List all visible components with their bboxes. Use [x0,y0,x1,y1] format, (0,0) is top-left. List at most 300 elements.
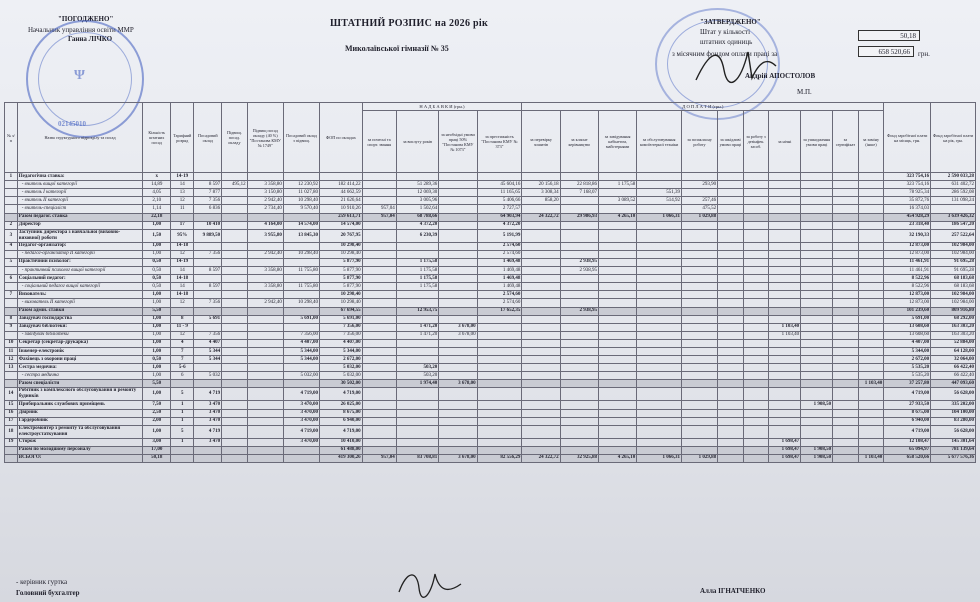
extra-d7-cell [743,364,769,372]
raise40-cell: 4 164,00 [247,221,283,229]
extra-d10-cell [833,213,859,221]
extra-cabinet-cell [598,299,636,307]
raise40-cell [247,242,283,250]
extra-afterschool-cell [681,409,717,417]
grade-cell: 1 [171,417,194,425]
row-number: 19 [5,438,18,446]
allowance-prestige-cell [477,173,522,181]
salary-cell: 7 356 [194,250,222,258]
extra-d7-cell [743,347,769,355]
extra-d6-cell [718,250,744,258]
allowance-conditions-cell [439,356,477,364]
col-header-d8: за нічні [769,111,801,173]
extra-computer-cell [637,372,682,380]
extra-d9-cell [801,388,833,401]
extra-afterschool-cell [681,339,717,347]
year-fund-cell: 2 590 033,28 [931,173,976,181]
grade-cell: 14 [171,181,194,189]
extra-d9-cell [801,291,833,299]
allowance-prestige-cell: 2 727,57 [477,205,522,213]
allowance-conditions-cell [439,242,477,250]
extra-notebooks-cell [522,250,560,258]
allowance-conditions-cell [439,173,477,181]
extra-afterschool-cell [681,356,717,364]
extra-d7-cell [743,331,769,339]
extra-notebooks-cell [522,242,560,250]
table-row [5,181,976,189]
fund-cell: 20 767,95 [320,229,363,242]
units-cell: 1,00 [143,250,171,258]
extra-notebooks-cell [522,173,560,181]
month-fund-cell: 32 190,33 [884,229,931,242]
salary-cell: 8 597 [194,181,222,189]
extra-d7-cell [743,275,769,283]
grade-cell: 12 [171,250,194,258]
extra-d10-cell [833,409,859,417]
allowance-seniority-cell: 503,20 [396,372,439,380]
extra-class-teacher-cell [560,173,598,181]
month-fund-cell: 4 719,00 [884,425,931,438]
extra-cabinet-cell [598,307,636,315]
extra-d11-cell [858,323,884,331]
extra-afterschool-cell [681,189,717,197]
allowance-conditions-cell [439,258,477,266]
extra-afterschool-cell [681,258,717,266]
extra-d7-cell [743,425,769,438]
extra-d7-cell [743,229,769,242]
extra-d10-cell [833,181,859,189]
extra-computer-cell [637,438,682,446]
extra-d6-cell [718,425,744,438]
extra-computer-cell [637,388,682,401]
position-name: Разом адмін. ставки [17,307,143,315]
allowance-seniority-cell [396,315,439,323]
approval-name-left: Ганна ЛІЧКО [68,35,113,43]
extra-d11-cell [858,417,884,425]
extra-d7-cell [743,221,769,229]
salary-cell: 7 356 [194,197,222,205]
extra-afterschool-cell [681,291,717,299]
raise-cell [222,299,248,307]
allowance-conditions-cell [439,267,477,275]
col-header-d1: за перевірку зошитів [522,111,560,173]
extra-d11-cell [858,372,884,380]
extra-notebooks-cell [522,372,560,380]
extra-afterschool-cell [681,307,717,315]
position-name: - вихователь II категорії [17,299,143,307]
month-fund-cell: 12 873,00 [884,250,931,258]
col-header-fund: ФОП по окладах [320,103,363,173]
extra-d7-cell [743,213,769,221]
extra-d10-cell [833,425,859,438]
allowance-prestige-cell: 5 191,99 [477,229,522,242]
year-fund-cell: 91 695,28 [931,267,976,275]
extra-d10-cell [833,307,859,315]
extra-cabinet-cell [598,258,636,266]
extra-d6-cell [718,221,744,229]
grade-cell: 6 [171,372,194,380]
fund-cell: 419 300,26 [320,454,363,462]
extra-d10-cell [833,315,859,323]
position-name: Разом по молодшому персоналу [17,446,143,454]
allowance-honor-cell [362,242,396,250]
extra-d9-cell [801,364,833,372]
row-number [5,446,18,454]
month-fund-cell: 37 257,80 [884,380,931,388]
extra-notebooks-cell [522,364,560,372]
extra-d9-cell [801,339,833,347]
allowance-conditions-cell [439,189,477,197]
extra-class-teacher-cell [560,275,598,283]
col-header-no: № з/п [5,103,18,173]
table-row [5,229,976,242]
extra-d6-cell [718,299,744,307]
extra-d8-cell [769,181,801,189]
extra-cabinet-cell [598,283,636,291]
extra-d11-cell [858,356,884,364]
salary-cell: 4 407 [194,339,222,347]
raise-cell [222,438,248,446]
extra-d6-cell [718,291,744,299]
year-fund-cell: 66 422,40 [931,364,976,372]
extra-computer-cell: 551,39 [637,189,682,197]
grade-cell: 7 [171,356,194,364]
units-cell: 1,14 [143,205,171,213]
raise-cell [222,315,248,323]
allowance-conditions-cell [439,205,477,213]
extra-d6-cell [718,401,744,409]
salary-cell: 8 597 [194,267,222,275]
units-cell: 1,00 [143,242,171,250]
position-name: - завідувач бібліотеки [17,331,143,339]
year-fund-cell: 102 984,00 [931,242,976,250]
allowance-conditions-cell [439,229,477,242]
units-cell: 1,50 [143,229,171,242]
raise40-cell [247,438,283,446]
month-fund-cell: 27 933,50 [884,401,931,409]
units-cell: 17,00 [143,446,171,454]
raise-cell [222,454,248,462]
units-cell: 0,50 [143,267,171,275]
extra-d11-cell [858,213,884,221]
salary-cell: 3 470 [194,417,222,425]
extra-d9-cell [801,229,833,242]
extra-notebooks-cell [522,347,560,355]
month-fund-cell: 16 374,03 [884,205,931,213]
row-number: 1 [5,173,18,181]
extra-notebooks-cell [522,446,560,454]
extra-d6-cell [718,339,744,347]
extra-d9-cell [801,213,833,221]
extra-d9-cell [801,258,833,266]
col-header-a2: за вислугу років [396,111,439,173]
col-header-d4: за обслуговування комп'ютерної техніки [637,111,682,173]
grade-cell: 4 [171,339,194,347]
extra-d11-cell [858,307,884,315]
salary-cell: 10 410 [194,221,222,229]
salary-raised-cell: 11 027,80 [283,189,319,197]
grade-cell: 14-18 [171,242,194,250]
extra-notebooks-cell [522,299,560,307]
year-fund-cell: 68 183,68 [931,283,976,291]
fund-cell: 44 662,59 [320,189,363,197]
extra-d6-cell [718,417,744,425]
allowance-prestige-cell: 1 469,48 [477,275,522,283]
grade-cell [171,454,194,462]
extra-cabinet-cell [598,189,636,197]
extra-computer-cell [637,364,682,372]
raise40-cell: 3 358,80 [247,181,283,189]
row-number: 13 [5,364,18,372]
allowance-conditions-cell [439,291,477,299]
extra-cabinet-cell: 4 265,10 [598,213,636,221]
extra-notebooks-cell [522,331,560,339]
raise-cell [222,307,248,315]
year-fund-cell: 68 183,68 [931,275,976,283]
grade-cell: 14-19 [171,258,194,266]
extra-d10-cell [833,446,859,454]
extra-d11-cell [858,189,884,197]
allowance-seniority-cell [396,173,439,181]
units-cell: 1,00 [143,339,171,347]
col-header-d10: за сертифікат [833,111,859,173]
raise-cell [222,372,248,380]
units-box: 50,18 [858,30,920,41]
units-cell: 1,00 [143,291,171,299]
extra-afterschool-cell [681,401,717,409]
extra-computer-cell [637,267,682,275]
allowance-honor-cell: 957,04 [362,454,396,462]
position-name: - педагог-організатор II категорії [17,250,143,258]
extra-d10-cell [833,197,859,205]
grade-cell: 11 [171,205,194,213]
extra-d11-cell [858,181,884,189]
extra-d8-cell [769,388,801,401]
extra-cabinet-cell [598,364,636,372]
fund-cell: 5 032,00 [320,364,363,372]
allowance-conditions-cell [439,401,477,409]
row-number: 3 [5,229,18,242]
raise-cell [222,331,248,339]
allowance-prestige-cell [477,446,522,454]
extra-d11-cell [858,258,884,266]
extra-d8-cell [769,283,801,291]
extra-class-teacher-cell [560,299,598,307]
extra-afterschool-cell [681,347,717,355]
grade-cell: 14 [171,283,194,291]
extra-computer-cell: 514,92 [637,197,682,205]
allowance-prestige-cell: 11 165,65 [477,189,522,197]
extra-cabinet-cell [598,409,636,417]
extra-cabinet-cell [598,438,636,446]
salary-cell [194,242,222,250]
allowance-honor-cell [362,307,396,315]
allowance-conditions-cell [439,221,477,229]
allowance-honor-cell [362,250,396,258]
position-name: - сестра медична [17,372,143,380]
stamp-code: 02145010 [58,120,86,128]
extra-d8-cell [769,356,801,364]
col-header-d5: за позакласну роботу [681,111,717,173]
month-fund-cell: 65 094,97 [884,446,931,454]
raise-cell [222,258,248,266]
units-cell: 2,50 [143,409,171,417]
extra-class-teacher-cell [560,446,598,454]
extra-afterschool-cell [681,446,717,454]
extra-d6-cell [718,173,744,181]
salary-cell [194,454,222,462]
fund-cell: 30 502,00 [320,380,363,388]
position-name: Інженер-електронік [17,347,143,355]
row-number [5,372,18,380]
extra-d9-cell: 1 908,50 [801,454,833,462]
extra-afterschool-cell: 293,90 [681,181,717,189]
position-name: Фахівець з охорони праці [17,356,143,364]
extra-d11-cell [858,283,884,291]
allowance-seniority-cell: 1 471,20 [396,323,439,331]
extra-computer-cell [637,181,682,189]
allowance-seniority-cell: 1 175,58 [396,267,439,275]
extra-notebooks-cell [522,388,560,401]
footer-note: - керівник гуртка [16,578,68,586]
extra-d11-cell [858,331,884,339]
extra-notebooks-cell [522,417,560,425]
extra-afterschool-cell [681,283,717,291]
allowance-conditions-cell: 3 678,00 [439,454,477,462]
raise40-cell [247,331,283,339]
allowance-honor-cell [362,291,396,299]
row-number [5,380,18,388]
extra-class-teacher-cell [560,250,598,258]
extra-afterschool-cell [681,417,717,425]
fund-cell: 10 410,00 [320,438,363,446]
position-name: Заступник директора з навчальної (виховно-виховної) роботи [17,229,143,242]
extra-d6-cell [718,315,744,323]
raise40-cell [247,356,283,364]
raise-cell [222,229,248,242]
salary-cell: 5 344 [194,347,222,355]
allowance-honor-cell [362,323,396,331]
col-header-salary: Посадовий оклад [194,103,222,173]
extra-d8-cell [769,275,801,283]
position-name: Педагог-організатор: [17,242,143,250]
allowance-honor-cell [362,425,396,438]
col-header-d2: за класне керівництво [560,111,598,173]
extra-d8-cell: 1 698,47 [769,454,801,462]
allowance-prestige-cell [477,388,522,401]
allowance-seniority-cell: 12 953,75 [396,307,439,315]
extra-notebooks-cell [522,267,560,275]
fund-cell: 14 574,00 [320,221,363,229]
row-number: 18 [5,425,18,438]
extra-class-teacher-cell: 22 818,86 [560,181,598,189]
extra-d11-cell [858,388,884,401]
extra-notebooks-cell [522,356,560,364]
extra-d11-cell [858,173,884,181]
allowance-conditions-cell: 3 678,00 [439,323,477,331]
salary-raised-cell [283,275,319,283]
units-cell: 5,50 [143,380,171,388]
extra-d11-cell: 1 103,40 [858,454,884,462]
extra-notebooks-cell: 24 322,72 [522,213,560,221]
col-header-d9: за ушкодження умови праці [801,111,833,173]
allowance-seniority-cell [396,446,439,454]
allowance-prestige-cell: 1 469,48 [477,283,522,291]
grade-cell: 14-19 [171,173,194,181]
extra-d7-cell [743,315,769,323]
table-row [5,213,976,221]
raise-cell [222,242,248,250]
allowance-conditions-cell [439,250,477,258]
position-name: - вчитель-спеціаліст [17,205,143,213]
allowance-honor-cell: 957,04 [362,213,396,221]
row-number: 15 [5,401,18,409]
allowance-seniority-cell [396,291,439,299]
salary-cell [194,323,222,331]
year-fund-cell: 66 422,40 [931,372,976,380]
extra-d7-cell [743,291,769,299]
col-header-d6: за шкідливі умови праці [718,111,744,173]
units-cell: 3,00 [143,438,171,446]
page-subtitle: Миколаївської гімназії № 35 [345,44,449,53]
extra-class-teacher-cell [560,356,598,364]
extra-afterschool-cell [681,267,717,275]
units-cell: 1,00 [143,347,171,355]
year-fund-cell: 257 522,64 [931,229,976,242]
extra-d6-cell [718,356,744,364]
extra-d11-cell [858,315,884,323]
year-fund-cell: 163 303,20 [931,323,976,331]
approval-heading-right: "ЗАТВЕРДЖЕНО" [700,18,761,26]
allowance-seniority-cell: 1 175,58 [396,283,439,291]
year-fund-cell: 102 984,00 [931,299,976,307]
allowance-honor-cell [362,229,396,242]
extra-computer-cell [637,299,682,307]
row-number: 12 [5,356,18,364]
extra-notebooks-cell: 3 308,34 [522,189,560,197]
year-fund-cell: 56 628,00 [931,388,976,401]
extra-d7-cell [743,438,769,446]
extra-d9-cell [801,409,833,417]
month-fund-cell: 12 873,00 [884,242,931,250]
extra-d10-cell [833,380,859,388]
position-name: Сестра медична: [17,364,143,372]
extra-notebooks-cell [522,229,560,242]
extra-afterschool-cell [681,425,717,438]
salary-raised-cell: 3 470,00 [283,417,319,425]
table-row [5,339,976,347]
month-fund-cell: 8 522,96 [884,275,931,283]
allowance-seniority-cell [396,339,439,347]
staffing-table [4,102,976,463]
extra-d9-cell [801,197,833,205]
allowance-conditions-cell [439,339,477,347]
row-number [5,205,18,213]
year-fund-cell: 781 139,64 [931,446,976,454]
col-header-units: Кількість штатних посад [143,103,171,173]
extra-notebooks-cell [522,409,560,417]
extra-d9-cell [801,372,833,380]
extra-d8-cell: 1 698,47 [769,446,801,454]
extra-d8-cell [769,299,801,307]
allowance-honor-cell [362,267,396,275]
position-name: Електромонтер з ремонту та обслуговування електроустаткування [17,425,143,438]
salary-cell: 6 836 [194,205,222,213]
seal-place-mark: М.П. [797,88,812,96]
row-number [5,213,18,221]
raise-cell [222,291,248,299]
table-row [5,323,976,331]
